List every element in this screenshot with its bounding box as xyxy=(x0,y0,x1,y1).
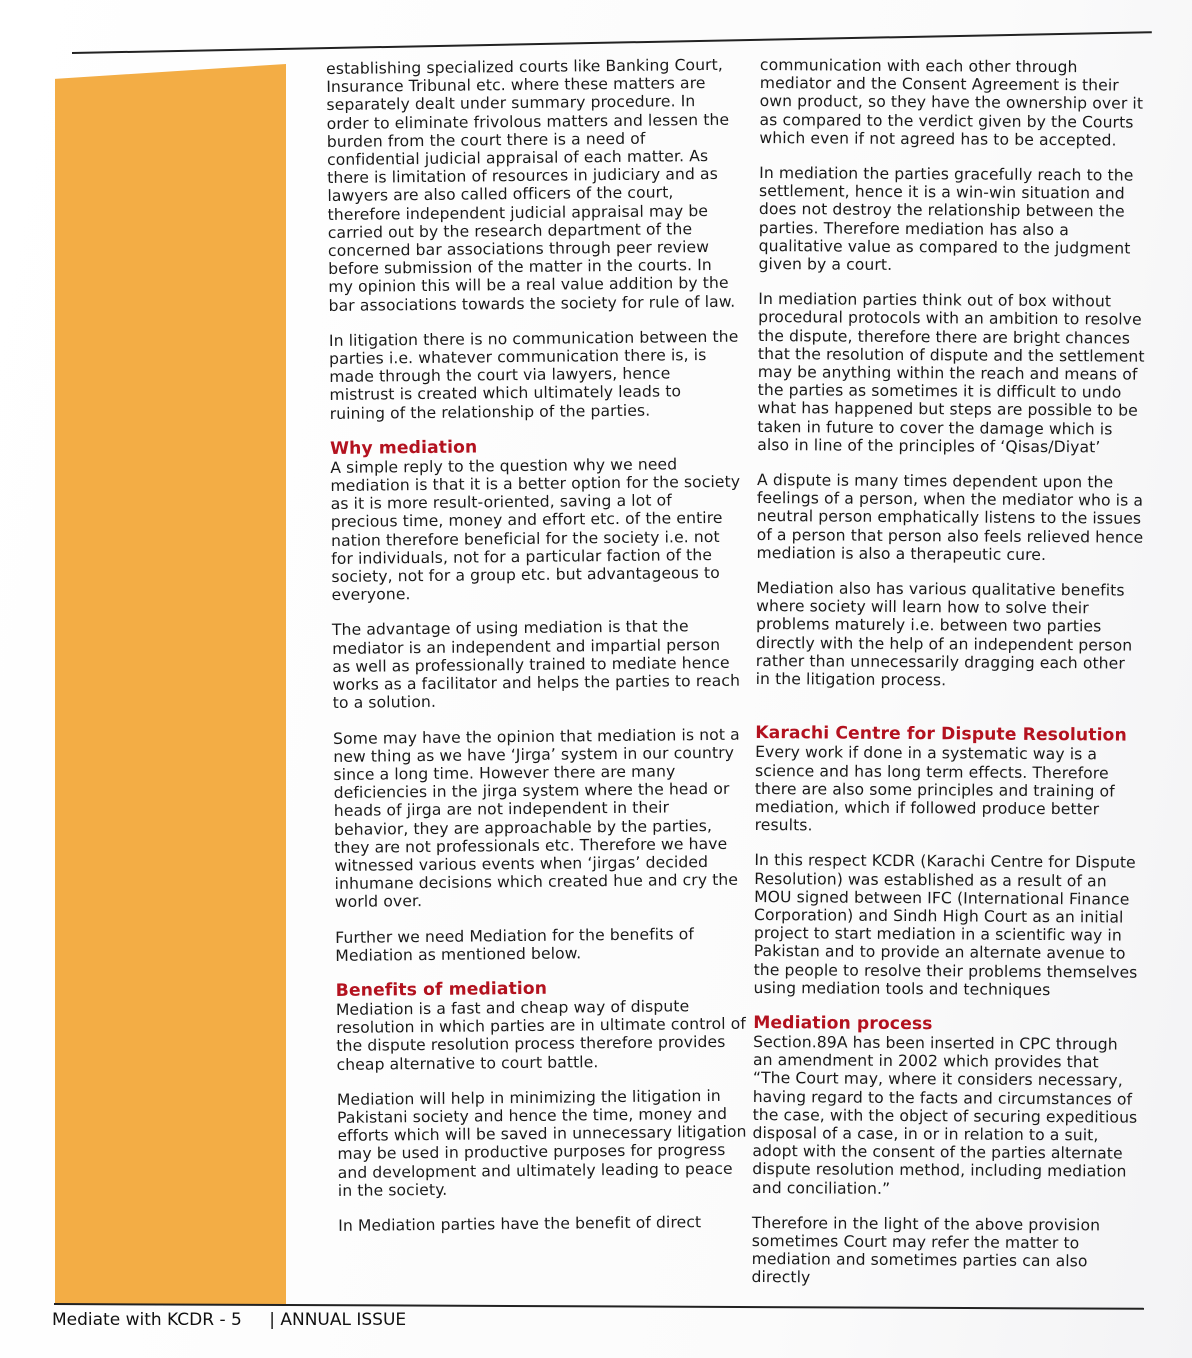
section-heading-mediation-process: Mediation process xyxy=(753,1012,933,1035)
left-text-column xyxy=(326,56,748,1252)
right-text-column xyxy=(751,56,1148,1306)
paragraph: Section.89A has been inserted in CPC through an amendment in 2002 which provides that “The Court may, where it considers necessary, having regard to the facts and circumstances of the case, with the object of securing expeditious disposal of a case, in or in relation to a suit, adopt with the consent of the parties alternate dispute resolution method, including mediation and conciliation.” xyxy=(752,1032,1138,1198)
paragraph: communication with each other through mediator and the Consent Agreement is their own product, so they have the ownership over it as compared to the verdict given by the Courts which even if not agreed has to be accepted. xyxy=(759,56,1144,150)
paragraph: In litigation there is no communication between the parties i.e. whatever communication there is, is made through the court via lawyers, hence mistrust is created which ultimately leads to ruining of the relationship of the parties. xyxy=(328,327,739,423)
paragraph: Every work if done in a systematic way is a science and has long term effects. Therefore there are also some principles and training of mediation, which if followed produce better results. xyxy=(754,743,1115,835)
section-heading-benefits: Benefits of mediation xyxy=(335,978,548,1001)
paragraph: Mediation will help in minimizing the litigation in Pakistani society and hence the time, money and efforts which will be saved in unnecessary litigation may be used in productive purposes for progress and development and ultimately leading to peace in the society. xyxy=(336,1086,747,1200)
footer-issue: | ANNUAL ISSUE xyxy=(269,1310,407,1330)
paragraph: In Mediation parties have the benefit of direct xyxy=(338,1213,702,1235)
section-heading-why-mediation: Why mediation xyxy=(329,437,478,459)
paragraph: establishing specialized courts like Banking Court, Insurance Tribunal etc. where these matters are separately dealt under summary procedure. In order to eliminate frivolous matters and lessen the burden from the court there is a need of confidential judicial appraisal of each matter. As there is limitation of resources in judiciary and as lawyers are also called officers of the court, therefore independent judicial appraisal may be carried out by the research department of the concerned bar associations through peer review before submission of the matter in the courts. In my opinion this will be a real value addition by the bar associations towards the society for rule of law. xyxy=(326,55,736,315)
footer-publication: Mediate with KCDR - 5 xyxy=(52,1310,242,1330)
paragraph: In mediation parties think out of box without procedural protocols with an ambition to resolve the dispute, therefore there are bright chances that the resolution of dispute and the settlement may be anything within the reach and means of the parties as sometimes it is difficult to undo what has happened but steps are possible to be taken in future to cover the damage which is also in line of the principles of ‘Qisas/Diyat’ xyxy=(757,290,1145,457)
paragraph: A dispute is many times dependent upon the feelings of a person, when the mediator who is a neutral person emphatically listens to the issues of a person that person also feels relieved hence mediation is also a therapeutic cure. xyxy=(756,471,1144,564)
paragraph: Further we need Mediation for the benefits of Mediation as mentioned below. xyxy=(335,924,694,965)
paragraph: Some may have the opinion that mediation is not a new thing as we have ‘Jirga’ system in our country since a long time. However there are many deficiencies in the jirga system where the head or heads of jirga are not independent in their behavior, they are approachable by the parties, they are not professionals etc. Therefore we have witnessed various events when ‘jirgas’ decided inhumane decisions which created hue and cry the world over. xyxy=(333,725,740,912)
paragraph: Mediation also has various qualitative benefits where society will learn how to solve their problems maturely i.e. between two parties directly with the help of an independent person rather than unnecessarily dragging each other in the litigation process. xyxy=(755,579,1133,690)
paragraph: In this respect KCDR (Karachi Centre for Dispute Resolution) was established as a result of an MOU signed between IFC (International Finance Corporation) and Sindh High Court as an initial project to start mediation in a scientific way in Pakistan and to provide an alternate avenue to the people to resolve their problems themselves using mediation tools and techniques xyxy=(753,851,1138,999)
page-footer xyxy=(52,1310,406,1330)
section-heading-kcdr: Karachi Centre for Dispute Resolution xyxy=(755,723,1127,746)
paragraph: In mediation the parties gracefully reach to the settlement, hence it is a win-win situation and does not destroy the relationship between the parties. Therefore mediation has also a qualitative value as compared to the judgment given by a court. xyxy=(758,164,1134,274)
paragraph: Mediation is a fast and cheap way of dispute resolution in which parties are in ultimate control of the dispute resolution process therefore provides cheap alternative to court battle. xyxy=(335,997,746,1074)
paragraph: A simple reply to the question why we need mediation is that it is a better option for the society as it is more result-oriented, saving a lot of precious time, money and effort etc. of the entire nation therefore beneficial for the society i.e. not for individuals, not for a particular faction of the society, not for a group etc. but advantageous to everyone. xyxy=(330,455,741,605)
orange-accent-bar xyxy=(55,64,286,1304)
paragraph: Therefore in the light of the above provision sometimes Court may refer the matter to mediation and sometimes parties can also directly xyxy=(751,1213,1101,1287)
top-rule-divider xyxy=(72,31,1152,54)
paragraph: The advantage of using mediation is that the mediator is an independent and impartial person as well as professionally trained to mediate hence works as a facilitator and helps the parties to reach to a solution. xyxy=(331,617,741,713)
